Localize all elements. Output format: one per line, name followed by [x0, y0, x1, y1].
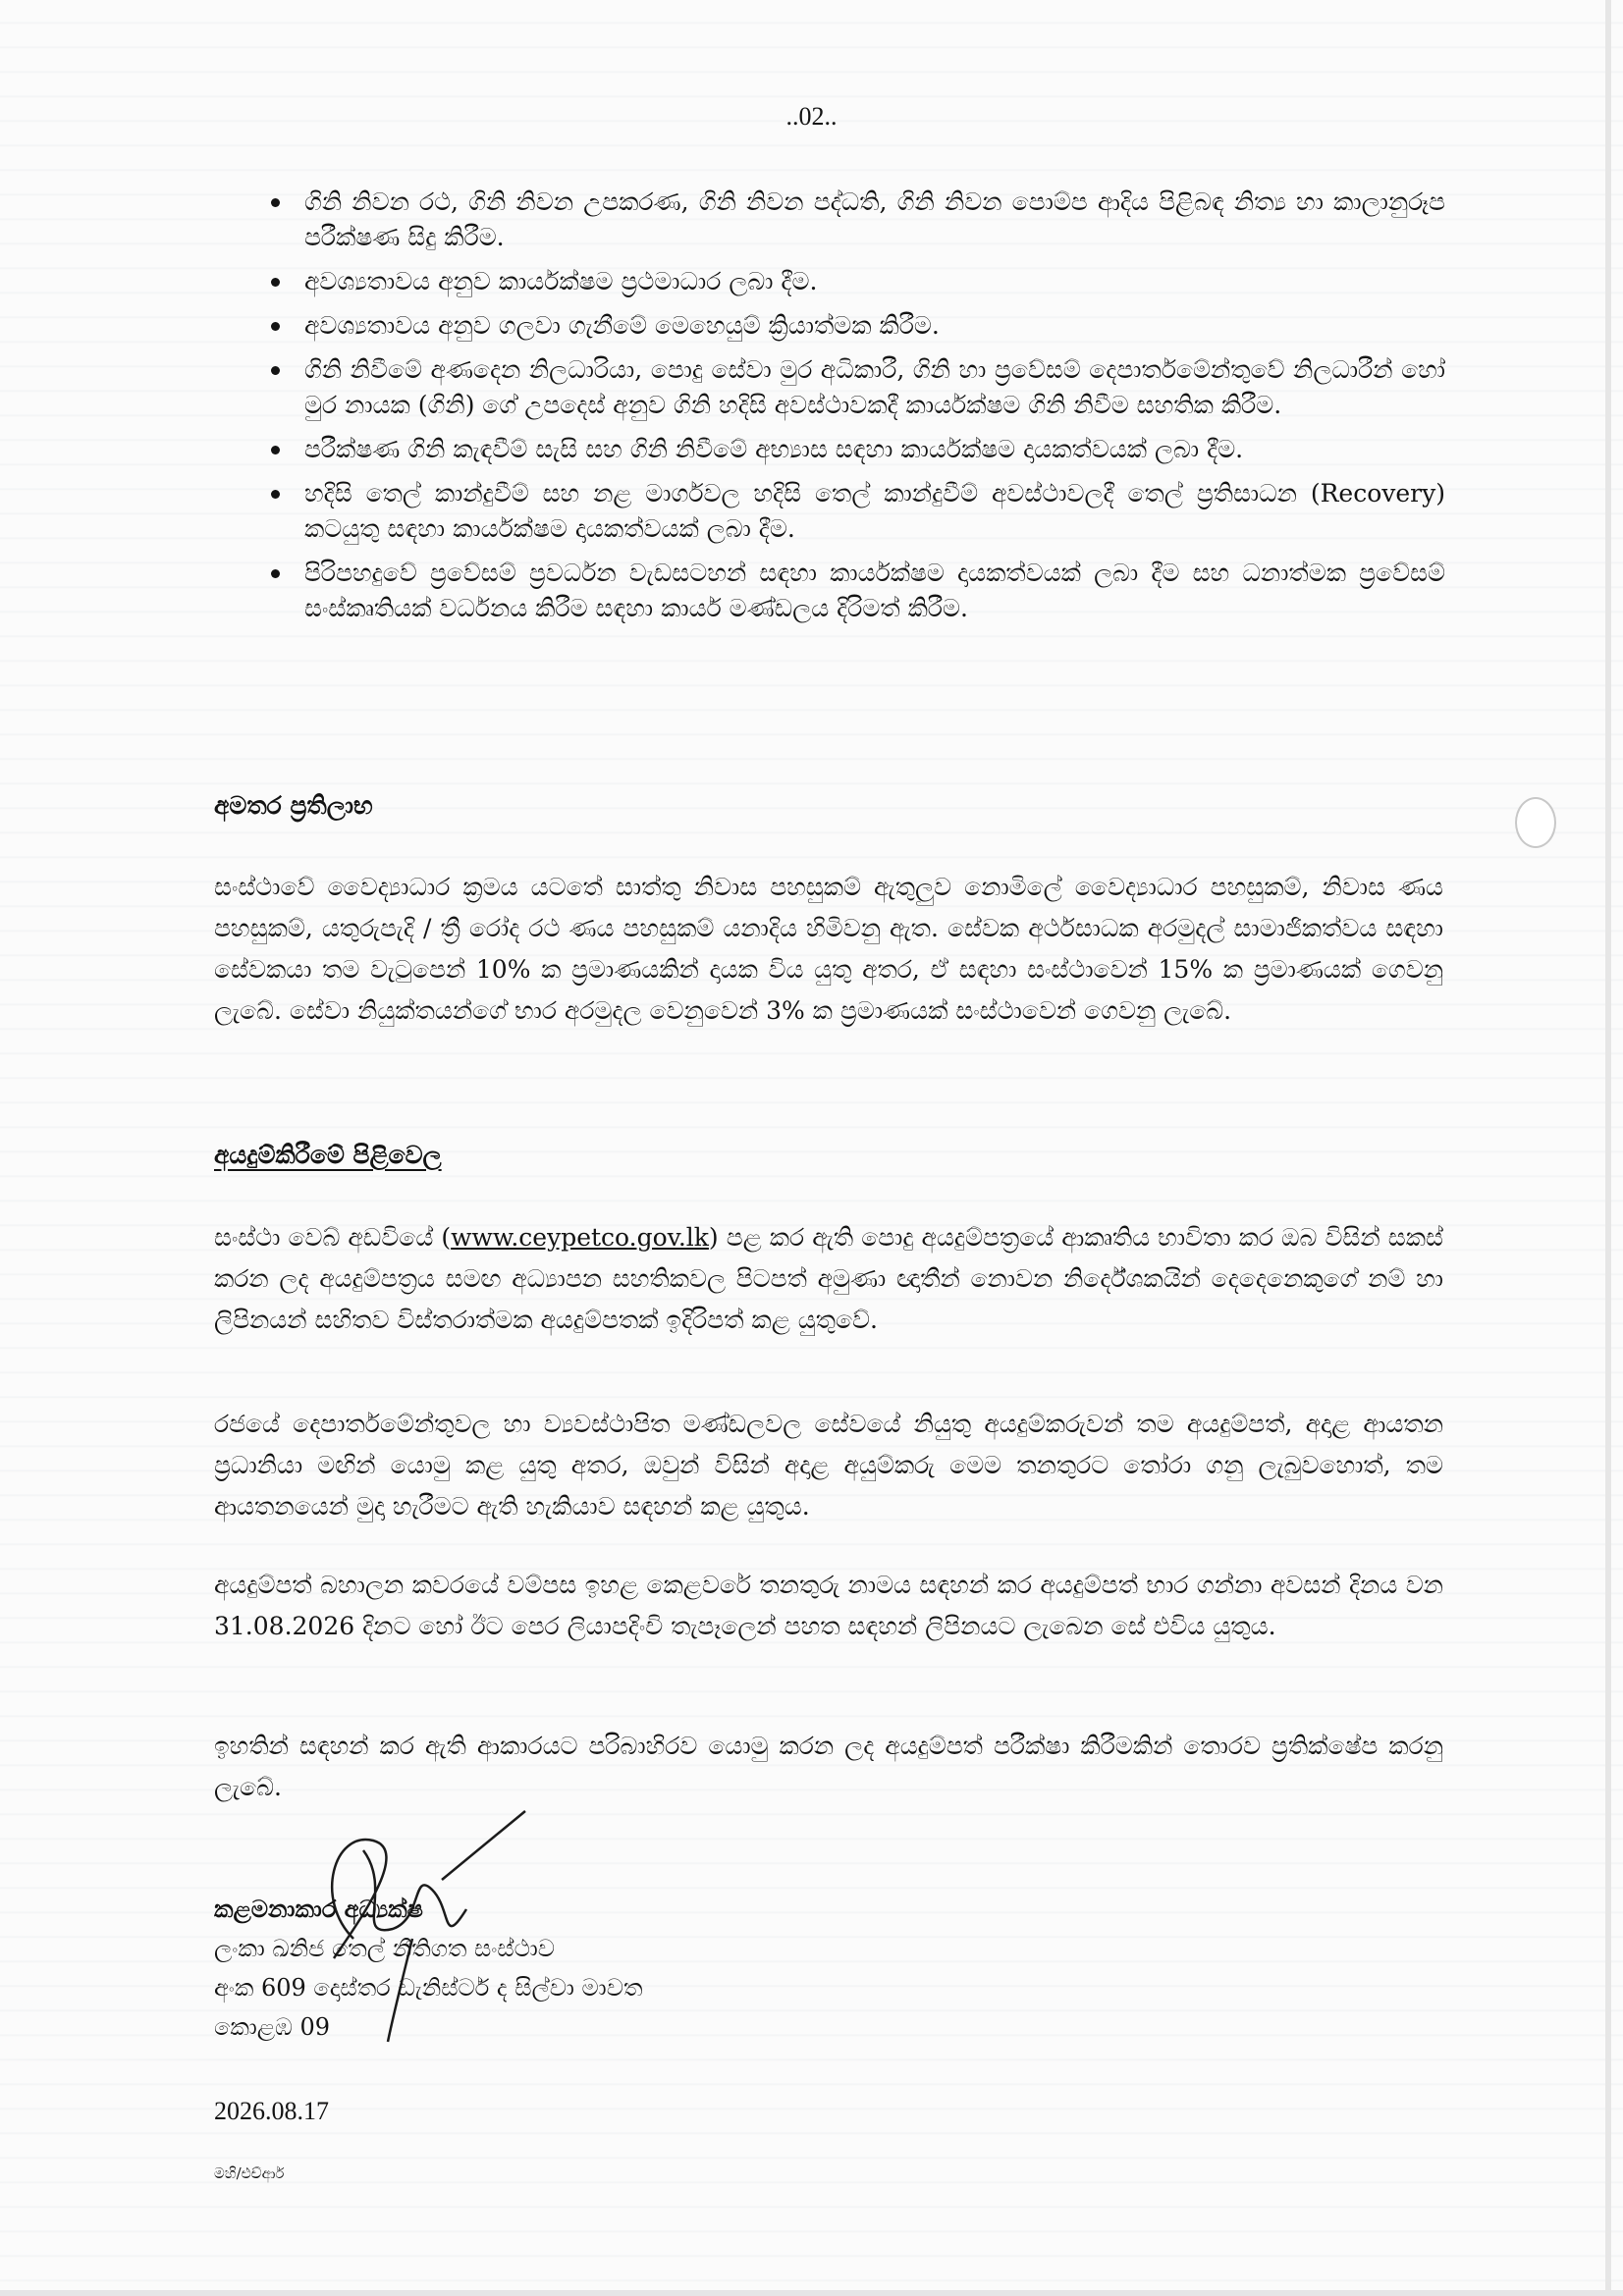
signatory-title: කළමනාකාර අධ්‍යක්ෂ — [214, 1895, 423, 1923]
application-paragraph-deadline: අයදුම්පත් බහාලන කවරයේ වම්පස ඉහළ කෙළවරේ තනතුරු නාමය සඳහන් කර අයදුම්පත් භාර ගන්නා අවසන් දිනය වන 31.08.2026 දිනට හෝ ඊට පෙර ලියාපදිංචි තැපෑලෙන් පහත සඳහන් ලිපිනයට ලැබෙන සේ එවිය යුතුය. — [214, 1571, 1443, 1640]
signatory-address-line1: අංක 609 දොස්තර ඩැනිස්ටර් ද සිල්වා මාවත — [214, 1974, 643, 2002]
benefits-paragraph: සංස්ථාවේ වෛද්‍යාධාර ක්‍රමය යටතේ සාත්තු නිවාස පහසුකම් ඇතුලුව නොමිලේ වෛද්‍යාධාර පහසුකම්, නිවාස ණය පහසුකම්, යතුරුපැදි / ත්‍රී රෝද රථ ණය පහසුකම් යනාදිය හිමිවනු ඇත. සේවක අර්ථසාධක අරමුදල් සාමාජිකත්වය සඳහා සේවකයා තම වැටුපෙන් 10% ක ප්‍රමාණයකින් දායක විය යුතු අතර, ඒ සඳහා සංස්ථාවෙන් 15% ක ප්‍රමාණයක් ගෙවනු ලැබේ. සේවා නියුක්තයන්ගේ භාර අරමුදල වෙනුවෙන් 3% ක ප්‍රමාණයක් සංස්ථාවෙන් ගෙවනු ලැබේ. — [214, 873, 1443, 1025]
signatory-address-line2: කොළඹ 09 — [214, 2013, 330, 2041]
reference-code: මහි/එච්ආර් — [214, 2164, 285, 2182]
benefits-heading: අමතර ප්‍රතිලාභ — [214, 791, 373, 820]
signatory-organization: ලංකා ඛනිජ තෙල් නීතිගත සංස්ථාව — [214, 1935, 555, 1962]
duty-item: අවශ්‍යතාවය අනුව කාර්යක්ෂම ප්‍රථමාධාර ලබා දීම. — [267, 264, 1445, 299]
website-link[interactable]: www.ceypetco.gov.lk — [451, 1223, 709, 1252]
page-edge-bottom — [0, 2290, 1623, 2296]
signatory-block — [214, 1890, 642, 2047]
duty-item: අවශ්‍යතාවය අනුව ගලවා ගැනීමේ මෙහෙයුම් ක්‍රියාත්මක කිරීම. — [267, 308, 1445, 344]
duty-item: පරීක්ෂණ ගිනි කැඳවීම් සැසි සහ ගිනි නිවීමේ අභ්‍යාස සඳහා කාර්යක්ෂම දායකත්වයක් ලබා දීම. — [267, 432, 1445, 467]
duty-item: ගිනි නිවීමේ අණදෙන නිලධාරියා, පොදු සේවා මුර අධිකාරී, ගිනි හා ප්‍රවේසම් දෙපාර්තමේන්තුවේ නිලධාරීන් හෝ මුර නායක (ගිනි) ගේ උපදෙස් අනුව ගිනි හදිසි අවස්ථාවකදී කාර්යක්ෂම ගිනි නිවීම සහතික කිරීම. — [267, 352, 1445, 423]
duties-list — [267, 185, 1445, 635]
punch-hole — [1515, 797, 1556, 848]
duty-item: ගිනි නිවන රථ, ගිනි නිවන උපකරණ, ගිනි නිවන පද්ධති, ගිනි නිවන පොම්ප ආදිය පිළිබඳ නිත්‍ය හා කාලානුරූප පරීක්ෂණ සිදු කිරීම. — [267, 185, 1445, 255]
duty-item: හදිසි තෙල් කාන්දුවීම් සහ නළ මාර්ගවල හදිසි තෙල් කාන්දුවීම් අවස්ථාවලදී තෙල් ප්‍රතිසාධන (Recovery) කටයුතු සඳහා කාර්යක්ෂම දායකත්වයක් ලබා දීම. — [267, 476, 1445, 547]
application-paragraph-government: රජයේ දෙපාර්තමේන්තුවල හා ව්‍යවස්ථාපිත මණ්ඩලවල සේවයේ නියුතු අයදුම්කරුවන් තම අයදුම්පත්, අදාළ ආයතන ප්‍රධානියා මඟින් යොමු කළ යුතු අතර, ඔවුන් විසින් අදාළ අයුම්කරු මෙම තනතුරට තෝරා ගනු ලැබුවහොත්, තම ආයතනයෙන් මුදා හැරීමට ඇති හැකියාව සඳහන් කළ යුතුය. — [214, 1410, 1443, 1521]
page-edge-right — [1605, 0, 1611, 2296]
page-number: ..02.. — [785, 102, 838, 131]
document-date: 2026.08.17 — [214, 2097, 329, 2125]
duty-item: පිරිපහදුවේ ප්‍රවේසම් ප්‍රවර්ධන වැඩසටහන් සඳහා කාර්යක්ෂම දායකත්වයක් ලබා දීම සහ ධනාත්මක ප්‍රවේසම් සංස්කෘතියක් වර්ධනය කිරීම සඳහා කාර්ය මණ්ඩලය දිරිමත් කිරීම. — [267, 556, 1445, 626]
application-paragraph-website: සංස්ථා වෙබ් අඩවියේ (www.ceypetco.gov.lk) පළ කර ඇති පොදු අයදුම්පත්‍රයේ ආකෘතිය භාවිතා කර ඔබ විසින් සකස් කරන ලද අයදුම්පත්‍රය සමඟ අධ්‍යාපන සහතිකවල පිටපත් අමුණා ඥාතීන් නොවන නිර්දේශකයින් දෙදෙනෙකුගේ නම් හා ලිපිනයන් සහිතව විස්තරාත්මක අයදුම්පතක් ඉදිරිපත් කළ යුතුවේ. — [214, 1223, 1443, 1334]
application-heading: අයදුම්කිරීමේ පිළිවෙල — [214, 1141, 442, 1169]
application-paragraph-rejection: ඉහතින් සඳහන් කර ඇති ආකාරයට පරිබාහිරව යොමු කරන ලද අයදුම්පත් පරීක්ෂා කිරීමකින් තොරව ප්‍රතික්ෂේප කරනු ලැබේ. — [214, 1732, 1443, 1801]
